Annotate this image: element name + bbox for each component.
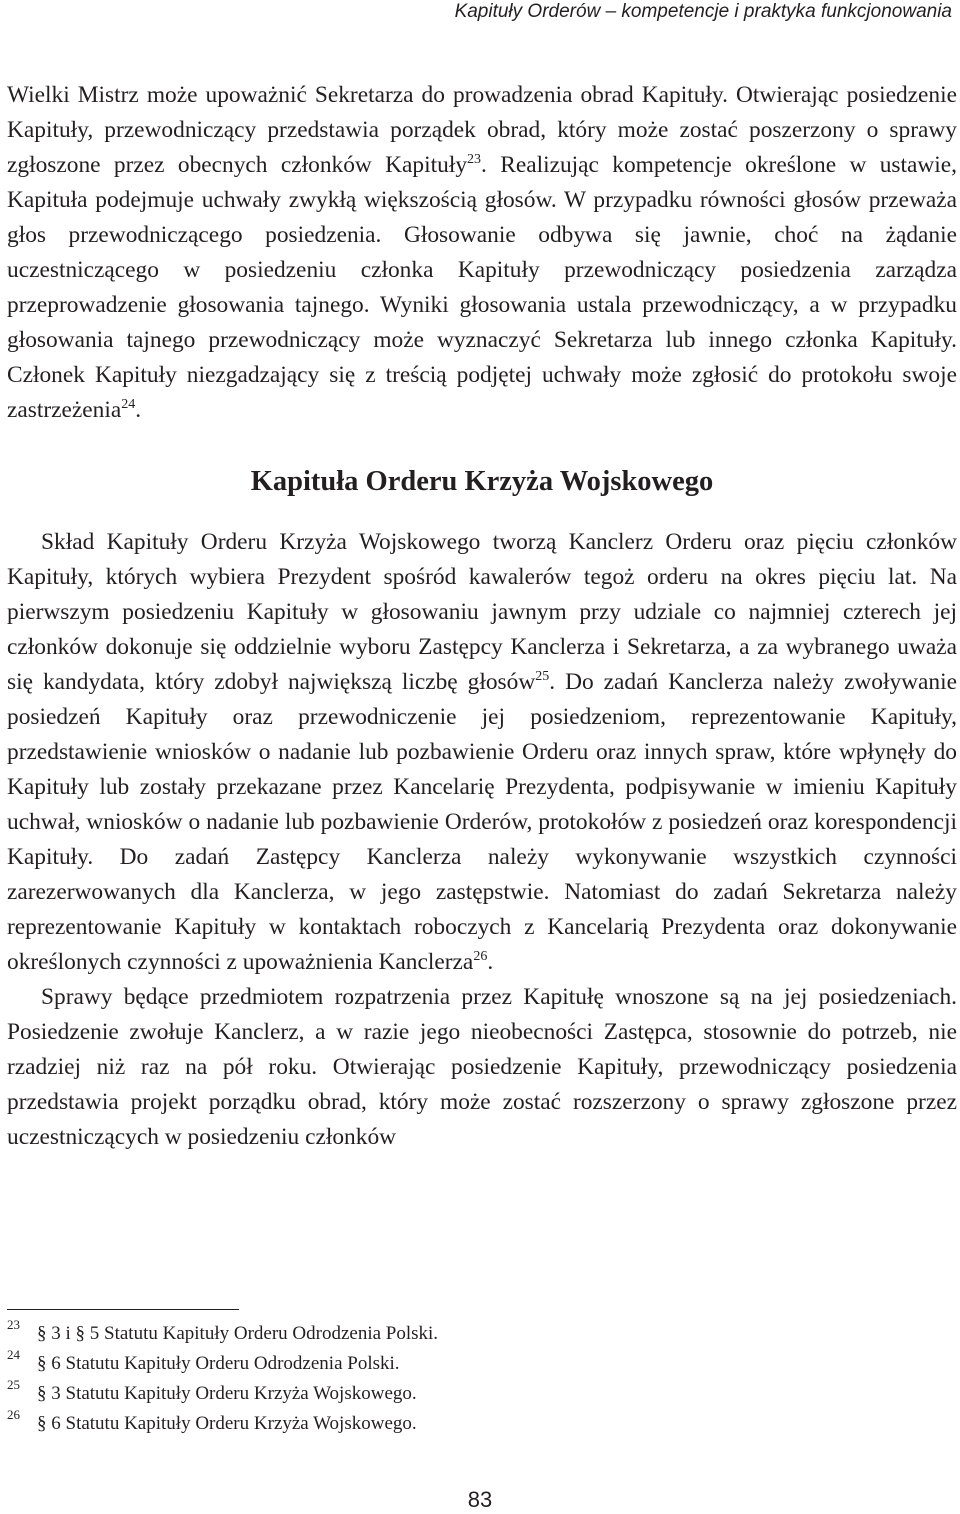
paragraph-text: . Do zadań Kanclerza należy zwoływanie posiedzeń Kapituły oraz przewodniczenie jej posiedzeniom, reprezentowanie Kapituły, przedstawienie wniosków o nadanie lub pozbawienie Orderu oraz innych spraw, które wpłynęły do Kapituły lub zostały przekazane przez Kancelarię Prezydenta, podpisywanie w imieniu Kapituły uchwał, wniosków o nadanie lub pozbawienie Orderów, protokołów z posiedzeń oraz korespondencji Kapituły. Do zadań Zastępcy Kanclerza należy wykonywanie wszystkich czynności zarezerwowanych dla Kanclerza, w jego zastępstwie. Natomiast do zadań Sekretarza należy reprezentowanie Kapituły w kontaktach roboczych z Kancelarią Prezydenta oraz dokonywanie określonych czynności z upoważnienia Kanclerza <box>7 669 957 975</box>
footnote-ref[interactable]: 23 <box>467 152 482 167</box>
footnote-ref[interactable]: 25 <box>535 669 550 684</box>
footnote-text: § 6 Statutu Kapituły Orderu Odrodzenia Polski. <box>37 1353 400 1374</box>
footnote-text: § 3 i § 5 Statutu Kapituły Orderu Odrodzenia Polski. <box>37 1323 439 1344</box>
footnote-item <box>7 1409 947 1439</box>
footnote-number: 24 <box>7 1347 20 1362</box>
paragraph-text: . <box>135 397 142 423</box>
paragraph-text: Wielki Mistrz może upoważnić Sekretarza do prowadzenia obrad Kapituły. Otwierając posiedzenie Kapituły, przewodniczący przedstawia porządek obrad, który może zostać poszerzony o sprawy zgłoszone przez obecnych członków Kapituły <box>7 82 957 178</box>
running-header: Kapituły Orderów – kompetencje i praktyka funkcjonowania <box>454 1 952 22</box>
paragraph-text: . Realizując kompetencje określone w ustawie, Kapituła podejmuje uchwały zwykłą większością głosów. W przypadku równości głosów przeważa głos przewodniczącego posiedzenia. Głosowanie odbywa się jawnie, choć na żądanie uczestniczącego w posiedzeniu członka Kapituły przewodniczący posiedzenia zarządza przeprowadzenie głosowania tajnego. Wyniki głosowania ustala przewodniczący, a w przypadku głosowania tajnego przewodniczący może wyznaczyć Sekretarza lub innego członka Kapituły. Członek Kapituły niezgadzający się z treścią podjętej uchwały może zgłosić do protokołu swoje zastrzeżenia <box>7 152 957 423</box>
paragraph-text: . <box>487 949 494 975</box>
footnotes <box>7 1319 947 1439</box>
body-text <box>7 78 957 1155</box>
footnote-divider <box>7 1309 239 1310</box>
footnote-number: 23 <box>7 1317 20 1332</box>
footnote-number: 26 <box>7 1407 20 1422</box>
footnote-item <box>7 1319 947 1349</box>
page-number: 83 <box>467 1487 493 1512</box>
footnote-item <box>7 1349 947 1379</box>
paragraph-text: Skład Kapituły Orderu Krzyża Wojskowego tworzą Kanclerz Orderu oraz pięciu członków Kapituły, których wybiera Prezydent spośród kawalerów tegoż orderu na okres pięciu lat. Na pierwszym posiedzeniu Kapituły w głosowaniu jawnym przy udziale co najmniej czterech jej członków dokonuje się oddzielnie wyboru Zastępcy Kanclerza i Sekretarza, a za wybranego uważa się kandydata, który zdobył największą liczbę głosów <box>7 529 957 695</box>
section-heading: Kapituła Orderu Krzyża Wojskowego <box>250 466 714 497</box>
footnote-item <box>7 1379 947 1409</box>
paragraph: Sprawy będące przedmiotem rozpatrzenia przez Kapitułę wnoszone są na jej posiedzeniach. Posiedzenie zwołuje Kanclerz, a w razie jego nieobecności Zastępca, stosownie do potrzeb, nie rzadziej niż raz na pół roku. Otwierając posiedzenie Kapituły, przewodniczący posiedzenia przedstawia projekt porządku obrad, który może zostać rozszerzony o sprawy zgłoszone przez uczestniczących w posiedzeniu członków <box>7 984 957 1150</box>
paragraph <box>7 525 957 980</box>
footnote-number: 25 <box>7 1377 20 1392</box>
paragraph <box>7 78 957 428</box>
footnote-text: § 6 Statutu Kapituły Orderu Krzyża Wojskowego. <box>37 1413 417 1434</box>
footnote-ref[interactable]: 24 <box>121 397 136 412</box>
footnote-text: § 3 Statutu Kapituły Orderu Krzyża Wojskowego. <box>37 1383 417 1404</box>
footnote-ref[interactable]: 26 <box>473 949 488 964</box>
